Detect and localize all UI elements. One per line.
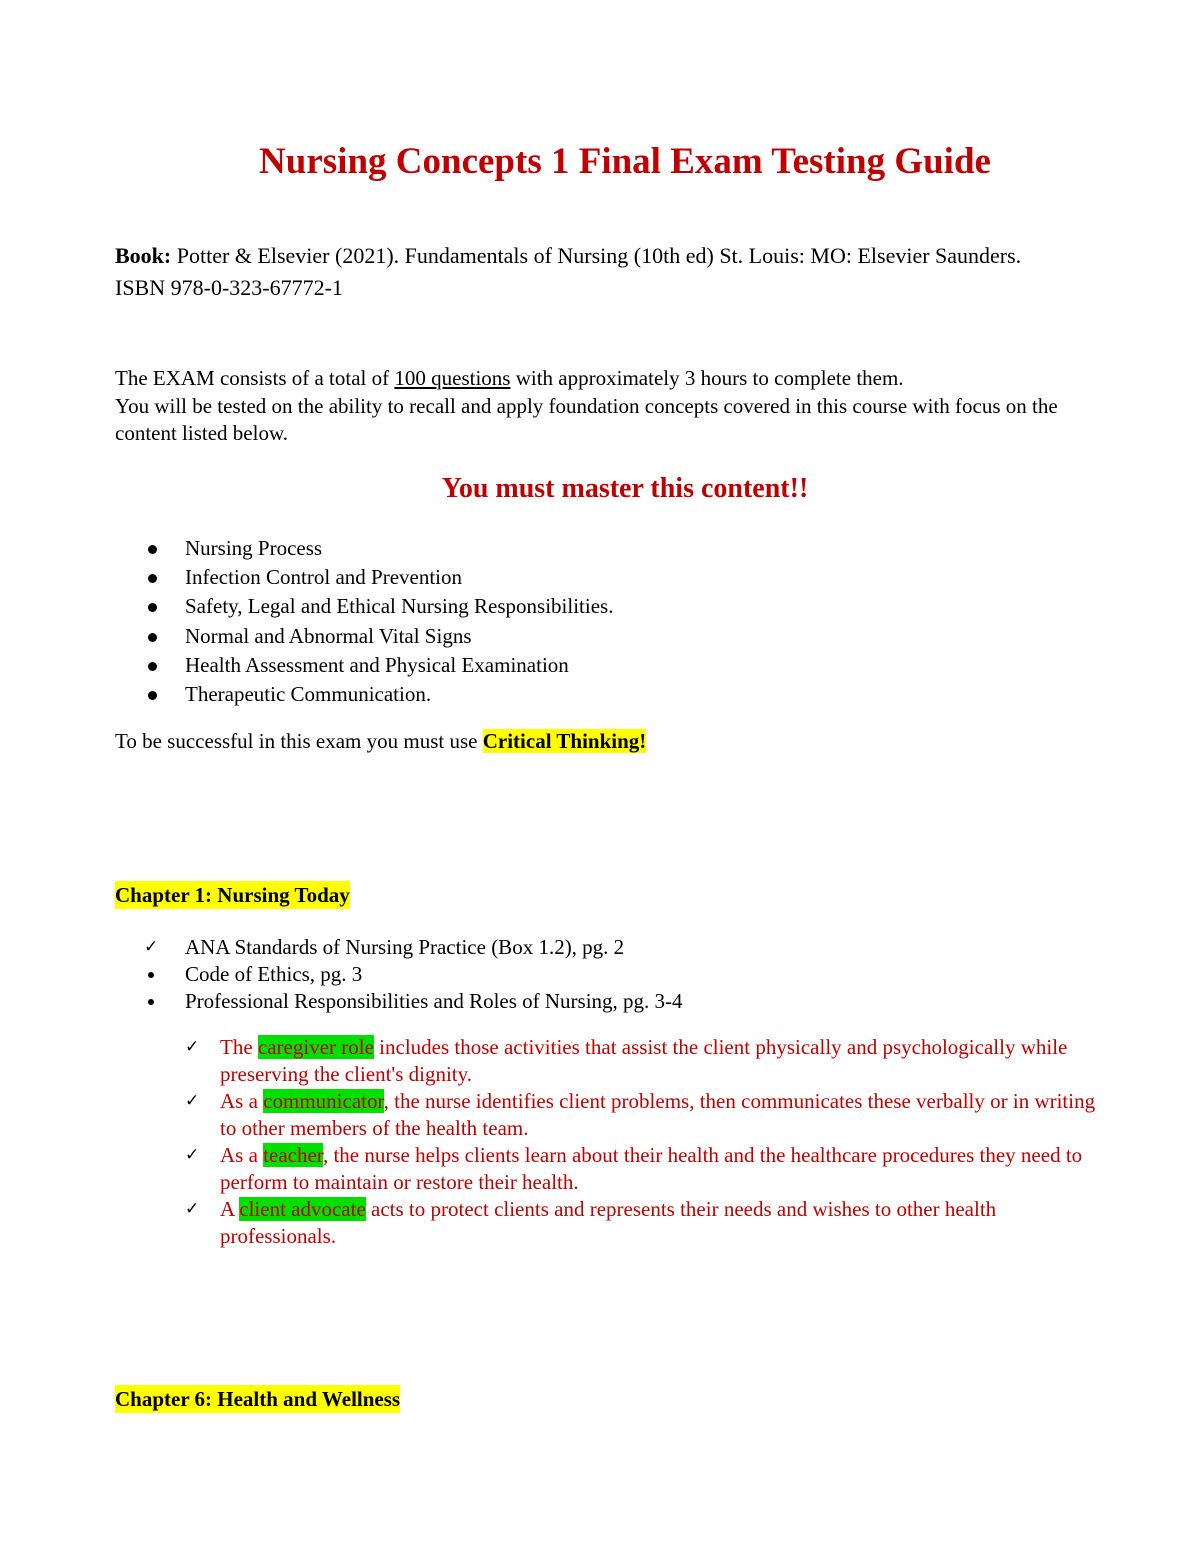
list-item bbox=[0, 1034, 1100, 1088]
bullet-icon bbox=[148, 574, 157, 583]
document-title: Nursing Concepts 1 Final Exam Testing Guide bbox=[259, 141, 991, 182]
topic-label: Safety, Legal and Ethical Nursing Responsibilities. bbox=[185, 594, 614, 619]
checkmark-icon: ✓ bbox=[185, 1091, 200, 1111]
chapter-1-item: ANA Standards of Nursing Practice (Box 1.2), pg. 2 bbox=[185, 935, 625, 959]
checkmark-icon: ✓ bbox=[144, 937, 159, 957]
list-item bbox=[0, 1088, 1100, 1142]
list-item bbox=[0, 1142, 1100, 1196]
list-item bbox=[0, 592, 613, 621]
list-item bbox=[0, 988, 683, 1015]
list-item bbox=[0, 934, 683, 961]
list-item bbox=[0, 961, 683, 988]
role-before: As a bbox=[220, 1143, 264, 1167]
topic-label: Infection Control and Prevention bbox=[185, 565, 463, 590]
topic-label: Health Assessment and Physical Examination bbox=[185, 652, 569, 677]
topic-list bbox=[0, 534, 613, 709]
master-heading: You must master this content!! bbox=[441, 473, 809, 504]
role-after: includes those activities that assist the client physically and psychologically while preserving the client's dignity. bbox=[220, 1035, 1068, 1086]
topic-label: Nursing Process bbox=[185, 536, 323, 560]
chapter-1-item: Code of Ethics, pg. 3 bbox=[185, 962, 363, 986]
topic-label: Therapeutic Communication. bbox=[185, 681, 432, 706]
role-term-highlight: teacher bbox=[263, 1143, 323, 1167]
bullet-icon bbox=[148, 691, 157, 700]
list-item bbox=[0, 680, 613, 709]
intro-part2: with approximately 3 hours to complete them. bbox=[510, 366, 904, 390]
chapter-1-item: Professional Responsibilities and Roles of Nursing, pg. 3-4 bbox=[185, 989, 683, 1013]
bullet-icon bbox=[148, 603, 157, 612]
success-note bbox=[115, 727, 646, 755]
success-text: To be successful in this exam you must use bbox=[115, 729, 483, 753]
bullet-icon bbox=[148, 999, 154, 1005]
list-item bbox=[0, 1196, 1100, 1250]
role-after: acts to protect clients and represents their needs and wishes to other health professionals. bbox=[220, 1197, 997, 1248]
checkmark-icon: ✓ bbox=[185, 1199, 200, 1219]
role-after: , the nurse helps clients learn about their health and the healthcare procedures they need to perform to maintain or restore their health. bbox=[220, 1143, 1083, 1194]
list-item bbox=[0, 622, 613, 651]
book-reference bbox=[115, 240, 1075, 304]
checkmark-icon: ✓ bbox=[185, 1145, 200, 1165]
intro-line2: You will be tested on the ability to recall and apply foundation concepts covered in this course with focus on the content listed below. bbox=[115, 393, 1058, 445]
checkmark-icon: ✓ bbox=[185, 1037, 200, 1057]
nursing-roles-list bbox=[0, 1034, 1100, 1250]
bullet-icon bbox=[148, 633, 157, 642]
role-before: A bbox=[220, 1197, 240, 1221]
intro-part1: The EXAM consists of a total of bbox=[115, 366, 395, 390]
book-citation: Potter & Elsevier (2021). Fundamentals of Nursing (10th ed) St. Louis: MO: Elsevier Saunders. ISBN 978-0-323-67772-1 bbox=[115, 243, 1022, 300]
bullet-icon bbox=[148, 972, 154, 978]
bullet-icon bbox=[148, 545, 157, 554]
chapter-1-list bbox=[0, 934, 683, 1015]
topic-label: Normal and Abnormal Vital Signs bbox=[185, 623, 472, 648]
role-before: As a bbox=[220, 1089, 264, 1113]
critical-thinking-highlight: Critical Thinking! bbox=[482, 729, 647, 753]
list-item bbox=[0, 651, 613, 680]
role-term-highlight: caregiver role bbox=[257, 1035, 374, 1059]
chapter-1-heading: Chapter 1: Nursing Today bbox=[115, 883, 350, 907]
bullet-icon bbox=[148, 662, 157, 671]
chapter-6-heading: Chapter 6: Health and Wellness bbox=[115, 1387, 401, 1411]
role-after: , the nurse identifies client problems, then communicates these verbally or in writing to other members of the health team. bbox=[220, 1089, 1096, 1140]
list-item bbox=[0, 563, 613, 592]
exam-intro bbox=[115, 365, 1095, 448]
book-label: Book: bbox=[115, 243, 172, 268]
intro-questions: 100 questions bbox=[394, 366, 511, 390]
role-term-highlight: client advocate bbox=[239, 1197, 366, 1221]
role-before: The bbox=[220, 1035, 258, 1059]
role-term-highlight: communicator bbox=[263, 1089, 384, 1113]
list-item bbox=[0, 534, 613, 563]
